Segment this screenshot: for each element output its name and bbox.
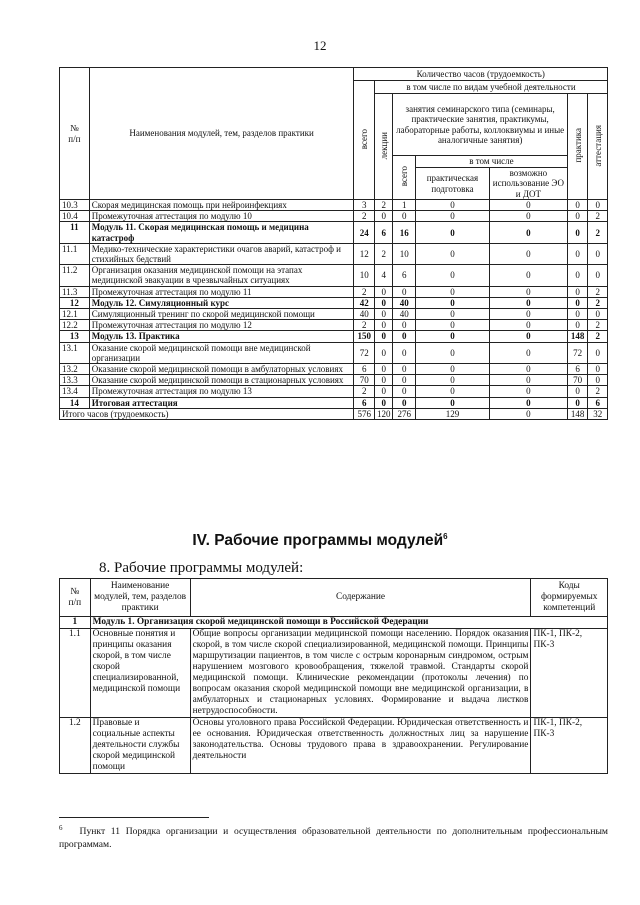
row-num: 14	[60, 397, 90, 408]
row-lectures: 0	[374, 375, 392, 386]
row-practical-training: 0	[416, 211, 490, 222]
module-title: Модуль 1. Организация скорой медицинской помощи в Российской Федерации	[90, 617, 607, 629]
header-practical-training: практическая подготовка	[416, 168, 490, 200]
row-practice: 0	[567, 243, 588, 264]
table-row	[60, 331, 608, 342]
row-lectures: 0	[374, 331, 392, 342]
row-total: 2	[354, 211, 375, 222]
row-total: 2	[354, 386, 375, 397]
row-num: 12.1	[60, 309, 90, 320]
row-attestation: 0	[588, 364, 608, 375]
row-practical-training: 0	[416, 243, 490, 264]
subheading: 8. Рабочие программы модулей:	[99, 560, 304, 576]
row-name: Промежуточная аттестация по модулю 12	[89, 320, 354, 331]
row-practical-training: 0	[416, 309, 490, 320]
row-num: 10.4	[60, 211, 90, 222]
row-lectures: 6	[374, 222, 392, 243]
row-total: 2	[354, 286, 375, 297]
row-lectures: 0	[374, 397, 392, 408]
row-num: 12	[60, 297, 90, 308]
row-num: 10.3	[60, 200, 90, 211]
row-lectures: 0	[374, 386, 392, 397]
row-eo-dot: 0	[489, 222, 567, 243]
header-attestation: аттестация	[588, 94, 608, 200]
row-seminars: 0	[393, 342, 416, 363]
table-row	[60, 200, 608, 211]
table-row	[60, 222, 608, 243]
programs-table	[59, 578, 608, 774]
row-practice: 0	[567, 286, 588, 297]
row-name: Симуляционный тренинг по скорой медицинской помощи	[89, 309, 354, 320]
table-row	[60, 397, 608, 408]
table-row	[60, 265, 608, 286]
table-row	[60, 375, 608, 386]
table-row	[60, 320, 608, 331]
row-practice: 0	[567, 265, 588, 286]
program-row	[60, 718, 608, 774]
row-practice: 0	[567, 309, 588, 320]
row-total: 72	[354, 342, 375, 363]
row-seminars: 40	[393, 309, 416, 320]
row-attestation: 0	[588, 342, 608, 363]
row-lectures: 2	[374, 200, 392, 211]
hours-table: № п/п Наименования модулей, тем, разделов практики Количество часов (трудоемкость) всего в том числе по видам учебной деятельности лекции занятия семинарского типа (семинары, практические занятия, практикумы, лабораторные работы, коллоквиумы и иные аналогичные занятия) практика аттестация всего в том числе практическая подготовка возможно использование ЭО и ДОТ 10.3 Скорая медицинская помощь при нейроинфекциях 3 2 1 0 0 0 0 10.4 Промежуточная аттестация по модулю 10 2 0 0 0 0 0 2 11 Модуль 11. Скорая медицинская помощь и медицина катастроф 24 6 16 0 0 0 2 11.1 Медико-технические характеристики очагов аварий, катастроф и стихийных бедствий 12 2 10 0 0 0 0 11.2 Организация оказания медицинской помощи на этапах медицинской эвакуации в чрезвычайных ситуациях 10 4 6 0 0 0 0 11.3 Промежуточная аттестация по модулю 11 2 0 0 0 0 0 2 12 Модуль 12. Симуляционный курс 42 0 40 0 0 0 2 12.1 Симуляционный тренинг по скорой медицинской помощи 40 0 40 0 0 0 0 12.2 Промежуточная аттестация по модулю 12 2 0 0 0 0 0 2 13 Модуль 13. Практика 150 0 0 0 0 148 2 13.1 Оказание скорой медицинской помощи вне медицинской организации 72 0 0 0 0 72 0 13.2 Оказание скорой медицинской помощи в амбулаторных условиях 6 0 0 0 0 6 0 13.3 Оказание скорой медицинской помощи в стационарных условиях 70 0 0 0 0 70 0 13.4 Промежуточная аттестация по модулю 13 2 0 0 0 0 0 2 14 Итоговая аттестация 6 0 0 0 0 0 6 Итого часов (трудоемкость) 576 120 276 129 0 148 32	[59, 67, 608, 420]
row-practical-training: 0	[416, 397, 490, 408]
header-incl: в том числе	[416, 156, 568, 168]
program-content: Общие вопросы организации медицинской помощи населению. Порядок оказания скорой, в том числе скорой специализированной, медицинской помощи. Принципы маршрутизации пациентов, в том числе с острым коронарным синдромом, острым нарушением мозгового кровообращения, тяжелой травмой. Стандарты скорой медицинской помощи. Клинические рекомендации (протоколы лечения) по вопросам оказания скорой медицинской помощи вне медицинской организации, в амбулаторных и стационарных условиях. Формирование и выдача листков нетрудоспособности.	[190, 629, 531, 718]
row-lectures: 0	[374, 211, 392, 222]
row-num: 13.3	[60, 375, 90, 386]
row-name: Промежуточная аттестация по модулю 11	[89, 286, 354, 297]
t2-header-codes: Коды формируемых компетенций	[531, 579, 608, 617]
row-eo-dot: 0	[489, 342, 567, 363]
row-num: 13.2	[60, 364, 90, 375]
header-lectures: лекции	[374, 94, 392, 200]
row-practice: 0	[567, 297, 588, 308]
row-total: 150	[354, 331, 375, 342]
row-practice: 0	[567, 386, 588, 397]
table-row	[60, 211, 608, 222]
header-eo-dot: возможно использование ЭО и ДОТ	[489, 168, 567, 200]
row-lectures: 0	[374, 364, 392, 375]
section-heading: IV. Рабочие программы модулей$^6$	[192, 532, 448, 550]
row-seminars: 6	[393, 265, 416, 286]
row-eo-dot: 0	[489, 331, 567, 342]
row-total: 6	[354, 364, 375, 375]
row-eo-dot: 0	[489, 200, 567, 211]
row-seminars: 0	[393, 286, 416, 297]
row-name: Организация оказания медицинской помощи на этапах медицинской эвакуации в чрезвычайных ситуациях	[89, 265, 354, 286]
row-attestation: 0	[588, 200, 608, 211]
row-lectures: 2	[374, 243, 392, 264]
row-eo-dot: 0	[489, 375, 567, 386]
program-name: Правовые и социальные аспекты деятельности службы скорой медицинской помощи	[90, 718, 190, 774]
row-name: Скорая медицинская помощь при нейроинфекциях	[89, 200, 354, 211]
row-attestation: 6	[588, 397, 608, 408]
row-name: Модуль 11. Скорая медицинская помощь и медицина катастроф	[89, 222, 354, 243]
row-lectures: 0	[374, 286, 392, 297]
row-practice: 0	[567, 397, 588, 408]
row-attestation: 2	[588, 222, 608, 243]
module-num: 1	[60, 617, 91, 629]
row-seminars: 0	[393, 397, 416, 408]
row-attestation: 2	[588, 286, 608, 297]
row-attestation: 2	[588, 331, 608, 342]
row-attestation: 0	[588, 265, 608, 286]
row-total: 40	[354, 309, 375, 320]
t2-header-content: Содержание	[190, 579, 531, 617]
row-practical-training: 0	[416, 364, 490, 375]
row-seminars: 10	[393, 243, 416, 264]
row-practical-training: 0	[416, 375, 490, 386]
row-num: 13.4	[60, 386, 90, 397]
row-practical-training: 0	[416, 320, 490, 331]
row-attestation: 0	[588, 243, 608, 264]
row-name: Промежуточная аттестация по модулю 10	[89, 211, 354, 222]
row-num: 11.1	[60, 243, 90, 264]
row-eo-dot: 0	[489, 243, 567, 264]
row-seminars: 0	[393, 320, 416, 331]
header-practice: практика	[567, 94, 588, 200]
row-total: 2	[354, 320, 375, 331]
row-practice: 72	[567, 342, 588, 363]
row-lectures: 0	[374, 297, 392, 308]
row-attestation: 2	[588, 297, 608, 308]
row-num: 13.1	[60, 342, 90, 363]
row-eo-dot: 0	[489, 297, 567, 308]
row-num: 13	[60, 331, 90, 342]
header-sem-total: всего	[393, 156, 416, 200]
row-name: Модуль 12. Симуляционный курс	[89, 297, 354, 308]
row-practice: 6	[567, 364, 588, 375]
row-practical-training: 0	[416, 286, 490, 297]
row-practice: 0	[567, 320, 588, 331]
total-label: Итого часов (трудоемкость)	[60, 408, 354, 419]
row-practice: 0	[567, 211, 588, 222]
table-row	[60, 286, 608, 297]
row-num: 11	[60, 222, 90, 243]
program-num: 1.1	[60, 629, 91, 718]
row-eo-dot: 0	[489, 320, 567, 331]
header-total: всего	[354, 81, 375, 200]
row-attestation: 2	[588, 211, 608, 222]
row-name: Итоговая аттестация	[89, 397, 354, 408]
row-eo-dot: 0	[489, 397, 567, 408]
footnote: $^6$ Пункт 11 Порядка организации и осуществления образовательной деятельности по дополнительным профессиональным программам.	[59, 824, 608, 851]
row-practical-training: 0	[416, 200, 490, 211]
row-practical-training: 0	[416, 386, 490, 397]
row-seminars: 0	[393, 386, 416, 397]
row-practice: 148	[567, 331, 588, 342]
row-practice: 0	[567, 200, 588, 211]
program-row	[60, 629, 608, 718]
row-total: 42	[354, 297, 375, 308]
row-practical-training: 0	[416, 342, 490, 363]
row-name: Модуль 13. Практика	[89, 331, 354, 342]
row-num: 12.2	[60, 320, 90, 331]
table-row	[60, 386, 608, 397]
row-total: 24	[354, 222, 375, 243]
header-num: № п/п	[60, 68, 90, 200]
row-num: 11.2	[60, 265, 90, 286]
row-lectures: 0	[374, 309, 392, 320]
header-seminar: занятия семинарского типа (семинары, практические занятия, практикумы, лабораторные работы, коллоквиумы и иные аналогичные занятия)	[393, 94, 567, 156]
row-total: 10	[354, 265, 375, 286]
row-attestation: 0	[588, 309, 608, 320]
row-seminars: 0	[393, 375, 416, 386]
row-lectures: 4	[374, 265, 392, 286]
row-total: 3	[354, 200, 375, 211]
table-row	[60, 243, 608, 264]
program-content: Основы уголовного права Российской Федерации. Юридическая ответственность и ее основания. Юридическая ответственность должностных лиц за нарушение законодательства. Основы трудового права в здравоохранении. Регулирование деятельности	[190, 718, 531, 774]
program-num: 1.2	[60, 718, 91, 774]
row-eo-dot: 0	[489, 265, 567, 286]
t2-header-num: № п/п	[60, 579, 91, 617]
row-lectures: 0	[374, 342, 392, 363]
row-name: Оказание скорой медицинской помощи в амбулаторных условиях	[89, 364, 354, 375]
row-name: Оказание скорой медицинской помощи вне медицинской организации	[89, 342, 354, 363]
row-name: Промежуточная аттестация по модулю 13	[89, 386, 354, 397]
row-name: Медико-технические характеристики очагов аварий, катастроф и стихийных бедствий	[89, 243, 354, 264]
row-seminars: 16	[393, 222, 416, 243]
row-practical-training: 0	[416, 265, 490, 286]
row-name: Оказание скорой медицинской помощи в стационарных условиях	[89, 375, 354, 386]
row-eo-dot: 0	[489, 211, 567, 222]
row-eo-dot: 0	[489, 309, 567, 320]
row-seminars: 1	[393, 200, 416, 211]
row-total: 70	[354, 375, 375, 386]
t2-header-name: Наименование модулей, тем, разделов практики	[90, 579, 190, 617]
row-eo-dot: 0	[489, 386, 567, 397]
header-by-type: в том числе по видам учебной деятельности	[374, 81, 607, 94]
row-num: 11.3	[60, 286, 90, 297]
row-total: 12	[354, 243, 375, 264]
program-codes: ПК-1, ПК-2, ПК-3	[531, 629, 608, 718]
row-lectures: 0	[374, 320, 392, 331]
program-name: Основные понятия и принципы оказания скорой, в том числе скорой специализированной, медицинской помощи	[90, 629, 190, 718]
row-seminars: 0	[393, 211, 416, 222]
row-attestation: 2	[588, 386, 608, 397]
row-practice: 70	[567, 375, 588, 386]
table-row	[60, 297, 608, 308]
row-seminars: 40	[393, 297, 416, 308]
header-name: Наименования модулей, тем, разделов практики	[89, 68, 354, 200]
row-eo-dot: 0	[489, 364, 567, 375]
row-eo-dot: 0	[489, 286, 567, 297]
row-practice: 0	[567, 222, 588, 243]
table-row	[60, 309, 608, 320]
row-practical-training: 0	[416, 297, 490, 308]
row-practical-training: 0	[416, 331, 490, 342]
header-hours: Количество часов (трудоемкость)	[354, 68, 608, 81]
page-number: 12	[313, 38, 327, 53]
table-row	[60, 342, 608, 363]
row-seminars: 0	[393, 364, 416, 375]
table-row	[60, 364, 608, 375]
row-total: 6	[354, 397, 375, 408]
row-practical-training: 0	[416, 222, 490, 243]
program-codes: ПК-1, ПК-2, ПК-3	[531, 718, 608, 774]
row-attestation: 0	[588, 375, 608, 386]
row-attestation: 2	[588, 320, 608, 331]
row-seminars: 0	[393, 331, 416, 342]
footnote-divider	[59, 817, 209, 818]
